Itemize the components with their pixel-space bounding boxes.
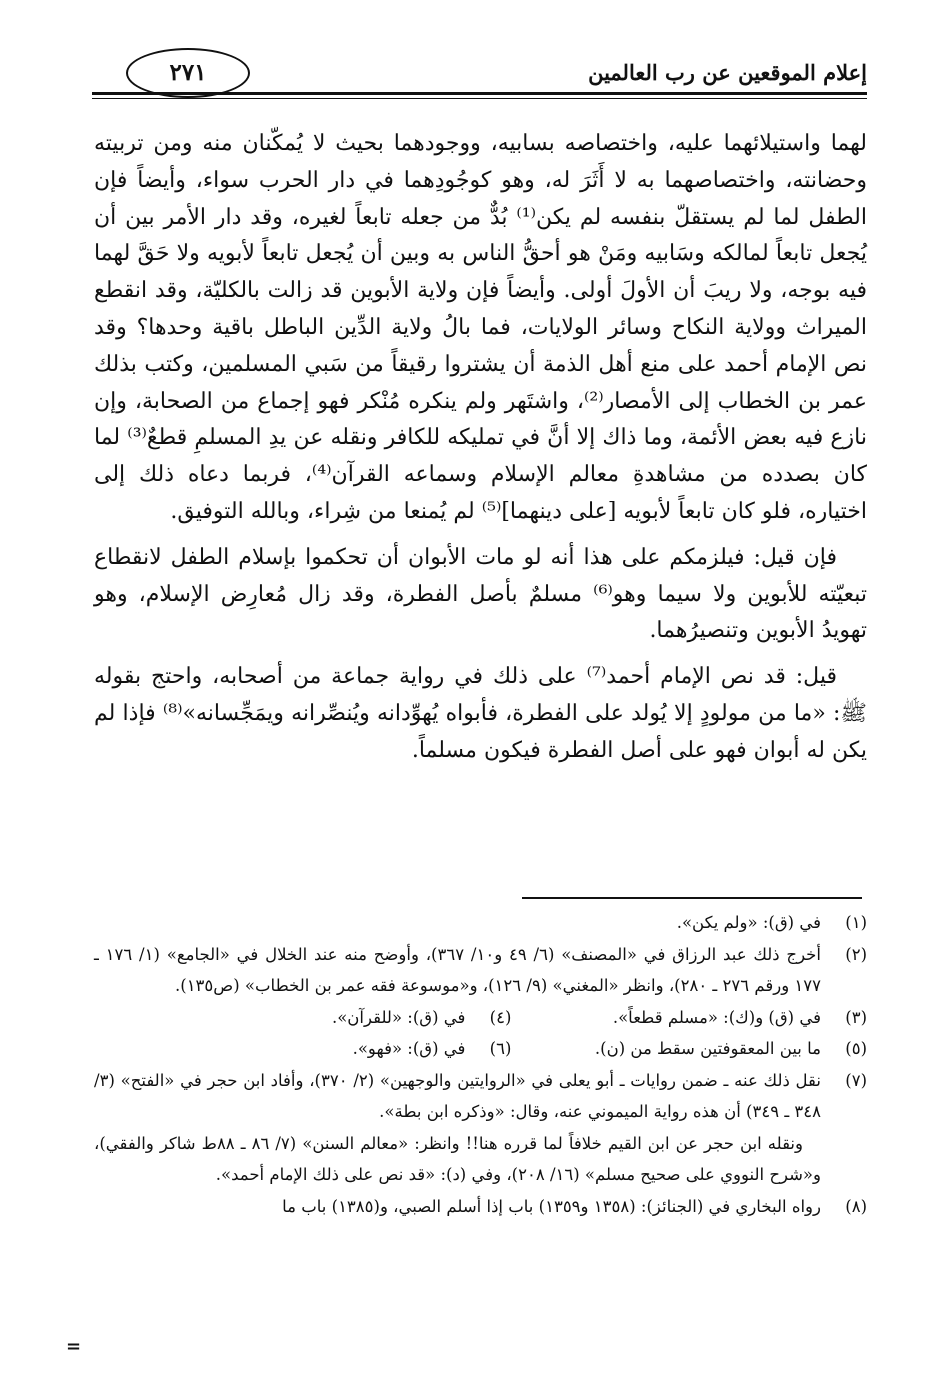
footnote-text: في (ق): «فهو».: [352, 1039, 466, 1058]
paragraph-1: لهما واستيلائهما عليه، واختصاصه بسابيه، ووجودهما بحيث لا يُمكّنان منه ومن تربيته وحضانته، واختصاصهما به لا أَثَرَ له، وهو كوجُودِهما في دار الحرب سواء، وأيضاً فإن الطفل لما لم يستقلّ بنفسه لم يكن⁽¹⁾ بُدٌّ من جعله تابعاً لغيره، وقد دار الأمر بين أن يُجعل تابعاً لمالكه وسَابيه ومَنْ هو أحقُّ الناس به وبين أن يُجعل تابعاً لأبويه ولا حَقَّ لهما فيه بوجه، ولا ريبَ أن الأولَ أولى. وأيضاً فإن ولاية الأبوين قد زالت بالكليّة، وقد انقطع الميراث وولاية النكاح وسائر الولايات، فما بالُ ولاية الدِّين الباطل باقية وحدها؟ وقد نص الإمام أحمد على منع أهل الذمة أن يشتروا رقيقاً من سَبي المسلمين، وكتب بذلك عمر بن الخطاب إلى الأمصار⁽²⁾، واشتَهر ولم ينكره مُنْكر فهو إجماع من الصحابة، وإن نازع فيه بعض الأئمة، وما ذاك إلا أنَّ في تمليكه للكافر ونقله عن يدِ المسلمِ قطعٌ⁽³⁾ لما كان بصدده من مشاهدةِ معالم الإسلام وسماعه القرآن⁽⁴⁾، فربما دعاه ذلك إلى اختياره، فلو كان تابعاً لأبويه [على دينهما]⁽⁵⁾ لم يُمنعا من شِراء، وبالله التوفيق.: [94, 131, 868, 524]
footnote-number: (٥): [845, 1039, 867, 1058]
footnote-1: [94, 907, 867, 939]
footnote-number: (٣): [845, 1007, 867, 1027]
footnote-number: (١): [845, 913, 867, 932]
footnote-text: في (ق): «ولم يكن».: [676, 913, 821, 932]
footnote-separator: [522, 897, 862, 899]
header-rule-thick: [92, 92, 867, 95]
page-header: [92, 58, 867, 104]
main-text: [94, 126, 867, 779]
footnote-number: (٦): [489, 1039, 512, 1058]
footnote-7: [94, 1065, 867, 1128]
footnotes: [94, 907, 867, 1222]
footnote-text: ما بين المعقوفتين سقط من (ن).: [594, 1039, 821, 1058]
paragraph-3: قيل: قد نص الإمام أحمد⁽⁷⁾ على ذلك في رواية جماعة من أصحابه، واحتج بقوله ﷺ: «ما من مولودٍ إلا يُولد على الفطرة، فأبواه يُهوِّدانه ويُنصِّرانه ويمَجِّسانه»⁽⁸⁾ فإذا لم يكن له أبوان فهو على أصل الفطرة فيكون مسلماً.: [94, 664, 867, 763]
paragraph-2: فإن قيل: فيلزمكم على هذا أنه لو مات الأبوان أن تحكموا بإسلام الطفل لانقطاع تبعيّته للأبوين ولا سيما وهو⁽⁶⁾ مسلمٌ بأصل الفطرة، وقد زال مُعارِض الإسلام، وهو تهويدُ الأبوين وتنصيرُهما.: [94, 544, 867, 644]
footnote-text: نقل ذلك عنه ـ ضمن روايات ـ أبو يعلى في «الروايتين والوجهين» (٢/ ٣٧٠)، وأفاد ابن حجر في «الفتح» (٣/ ٣٤٨ ـ ٣٤٩) أن هذه رواية الميموني عنه، وقال: «وذكره ابن بطة».: [94, 1070, 821, 1121]
footnote-text: في (ق): «للقرآن».: [331, 1007, 466, 1027]
footnote-3: [511, 1002, 867, 1034]
footnote-6: [156, 1033, 512, 1065]
footnote-4: [156, 1002, 512, 1034]
footnote-number: (٤): [489, 1007, 512, 1027]
footnote-number: (٢): [845, 944, 867, 964]
footnote-text: في (ق) و(ك): «مسلم قطعاً».: [612, 1007, 821, 1027]
footnote-number: (٧): [845, 1070, 867, 1090]
footnote-7-continuation: ونقله ابن حجر عن ابن القيم خلافاً لما قرره هنا!! وانظر: «معالم السنن» (٧/ ٨٦ ـ ٨٨ط شاكر والفقي)، و«شرح النووي على صحيح مسلم» (١٦/ ٢٠٨)، وفي (د): «قد نص على ذلك الإمام أحمد».: [94, 1133, 821, 1184]
header-rule-thin: [92, 98, 867, 99]
footnote-row-3-4: [94, 1002, 867, 1034]
footnote-text: رواه البخاري في (الجنائز): (١٣٥٨ و١٣٥٩) باب إذا أسلم الصبي، و(١٣٨٥) باب ما: [282, 1196, 821, 1216]
page-number: ٢٧١: [126, 48, 250, 98]
footnote-text: أخرج ذلك عبد الرزاق في «المصنف» (٦/ ٤٩ و١٠/ ٣٦٧)، وأوضح منه عند الخلال في «الجامع» (١/ ١٧٦ ـ ١٧٧ ورقم ٢٧٦ ـ ٢٨٠)، وانظر «المغني» (٩/ ١٢٦)، و«موسوعة فقه عمر بن الخطاب» (ص١٣٥).: [94, 944, 821, 995]
footnote-5: [511, 1033, 867, 1065]
footnote-row-5-6: [94, 1033, 867, 1065]
running-title: إعلام الموقعين عن رب العالمين: [588, 60, 867, 85]
continuation-mark: =: [66, 1336, 82, 1357]
footnote-8: [94, 1191, 867, 1223]
footnote-2: [94, 939, 867, 1002]
footnote-number: (٨): [845, 1196, 867, 1216]
